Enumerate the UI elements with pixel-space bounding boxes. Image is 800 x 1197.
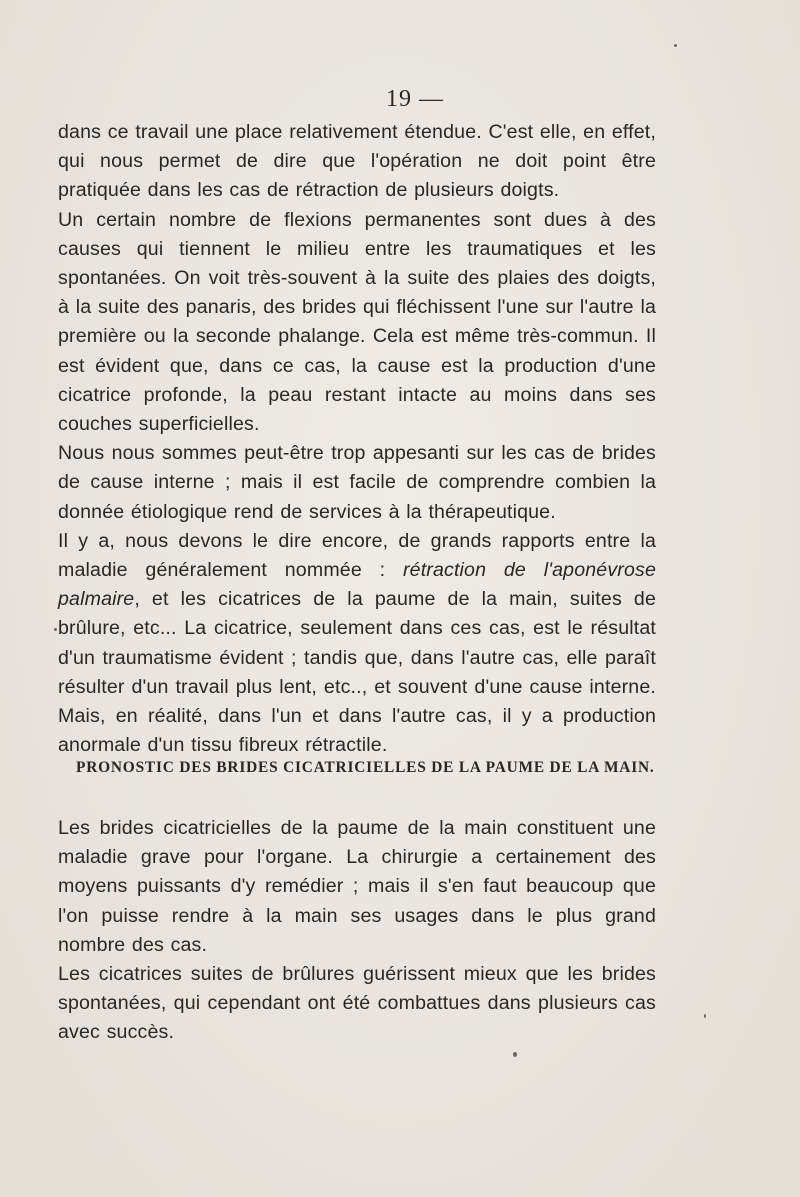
paragraph-4 xyxy=(58,527,656,761)
paragraph-4-end: , et les cicatrices de la paume de la main, suites de brûlure, etc... La cicatrice, seulement dans ces cas, est le résultat d'un traumatisme évident ; tandis que, dans l'autre cas, elle paraît résulter d'un travail plus lent, etc.., et souvent d'une cause interne. Mais, en réalité, dans l'un et dans l'autre cas, il y a production anormale d'un tissu fibreux rétractile. xyxy=(58,588,656,757)
body-text-top xyxy=(58,118,656,760)
page-number: 19 — xyxy=(386,86,444,112)
paragraph-4-start: Il y a, nous devons le dire encore, de grands rapports entre la maladie généralement nommée : xyxy=(58,529,656,582)
paper-speck xyxy=(704,1014,706,1018)
paper-speck xyxy=(54,628,57,631)
paragraph-5: Les brides cicatricielles de la paume de la main constituent une maladie grave pour l'organe. La chirurgie a certainement des moyens puissants d'y remédier ; mais il s'en faut beaucoup que l'on puisse rendre à la main ses usages dans le plus grand nombre des cas. xyxy=(58,817,656,956)
section-heading: PRONOSTIC DES BRIDES CICATRICIELLES DE LA PAUME DE LA MAIN. xyxy=(76,759,655,776)
paper-speck xyxy=(513,1052,517,1057)
paragraph-4-italic-term: rétraction de l'aponévrose palmaire xyxy=(58,559,657,611)
paragraph-1: dans ce travail une place relativement étendue. C'est elle, en effet, qui nous permet de dire que l'opération ne doit point être pratiquée dans les cas de rétraction de plusieurs doigts. xyxy=(58,121,656,202)
paper-speck xyxy=(674,44,677,47)
paragraph-6: Les cicatrices suites de brûlures guérissent mieux que les brides spontanées, qui cependant ont été combattues dans plusieurs cas avec succès. xyxy=(58,963,656,1044)
body-text-bottom xyxy=(58,814,656,1048)
paragraph-3: Nous nous sommes peut-être trop appesanti sur les cas de brides de cause interne ; mais il est facile de comprendre combien la donnée étiologique rend de services à la thérapeutique. xyxy=(58,442,656,523)
paragraph-2: Un certain nombre de flexions permanentes sont dues à des causes qui tiennent le milieu entre les traumatiques et les spontanées. On voit très-souvent à la suite des plaies des doigts, à la suite des panaris, des brides qui fléchissent l'une sur l'autre la première ou la seconde phalange. Cela est même très-commun. Il est évident que, dans ce cas, la cause est la production d'une cicatrice profonde, la peau restant intacte au moins dans ses couches superficielles. xyxy=(58,208,656,436)
